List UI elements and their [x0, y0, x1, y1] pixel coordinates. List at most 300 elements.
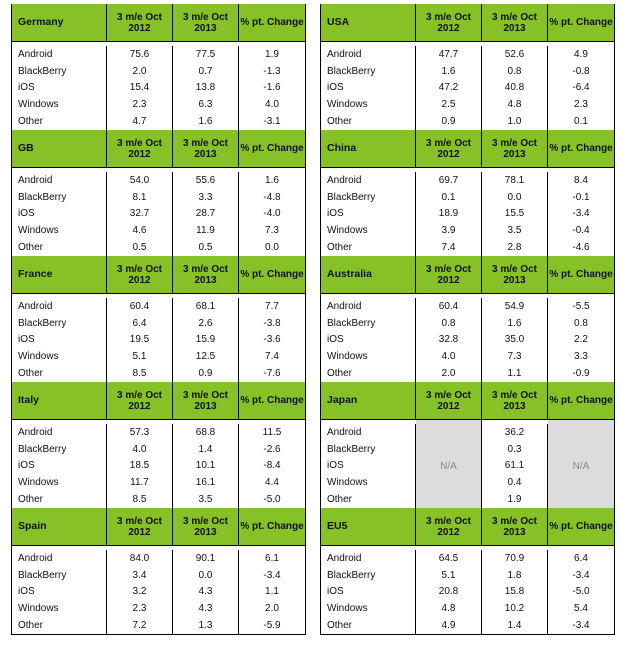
table-header — [321, 130, 614, 168]
value-2012-column — [107, 298, 173, 382]
market-table — [320, 256, 615, 382]
table-header — [321, 4, 614, 42]
value-2012: 8.5 — [132, 494, 147, 506]
value-change: -5.5 — [572, 300, 590, 312]
row-labels — [321, 46, 416, 130]
value-2013: 1.3 — [198, 620, 213, 632]
row-label: Android — [18, 552, 53, 564]
table-body — [12, 420, 305, 508]
col-header-change: % pt. Change — [240, 17, 304, 28]
row-label: iOS — [18, 82, 35, 94]
market-table — [11, 256, 306, 382]
value-2013: 4.8 — [507, 99, 522, 111]
row-label: iOS — [327, 334, 344, 346]
value-2013: 90.1 — [195, 552, 216, 564]
value-change-column — [548, 298, 614, 382]
value-2013: 0.8 — [507, 65, 522, 77]
value-2012: 3.2 — [132, 586, 147, 598]
col-header-change: % pt. Change — [240, 143, 304, 154]
value-change: -0.4 — [572, 225, 590, 237]
value-2013: 15.9 — [195, 334, 216, 346]
value-2013: 1.6 — [507, 317, 522, 329]
value-2013: 35.0 — [504, 334, 525, 346]
col-header-2012: 3 m/e Oct 2012 — [107, 382, 173, 419]
value-2012: 75.6 — [129, 48, 150, 60]
row-label: Windows — [18, 225, 59, 237]
value-2013: 52.6 — [504, 48, 525, 60]
market-table — [11, 382, 306, 508]
value-change: 1.9 — [265, 48, 279, 60]
value-change: 8.4 — [574, 174, 588, 186]
value-change: -2.6 — [263, 443, 281, 455]
table-header — [12, 382, 305, 420]
table-body — [321, 168, 614, 256]
row-label: Other — [18, 494, 44, 506]
row-labels — [12, 550, 107, 634]
value-2012: 4.6 — [132, 225, 147, 237]
table-body — [321, 546, 614, 634]
table-body — [12, 546, 305, 634]
value-change: 4.4 — [265, 477, 279, 489]
row-label: Android — [18, 174, 53, 186]
value-2012: 15.4 — [129, 82, 150, 94]
value-2012: 47.7 — [438, 48, 459, 60]
value-2013: 11.9 — [196, 225, 215, 237]
value-2012: 3.4 — [132, 569, 147, 581]
value-2013: 10.1 — [195, 460, 216, 472]
value-change: 7.7 — [265, 300, 279, 312]
value-2012: 60.4 — [438, 300, 459, 312]
value-2012-column — [416, 298, 482, 382]
value-2013: 3.3 — [198, 191, 213, 203]
value-2012: 0.5 — [132, 242, 147, 254]
row-labels — [321, 172, 416, 256]
value-2012: 11.7 — [130, 477, 149, 489]
value-2013: 16.1 — [195, 477, 216, 489]
value-2013-column — [173, 550, 239, 634]
na-label: N/A — [440, 460, 457, 472]
value-2013: 55.6 — [195, 174, 216, 186]
col-header-2013: 3 m/e Oct 2013 — [482, 256, 548, 293]
market-name: USA — [321, 4, 416, 41]
row-label: Other — [327, 242, 353, 254]
row-labels — [12, 172, 107, 256]
row-label: BlackBerry — [18, 443, 67, 455]
value-2013: 1.0 — [507, 116, 522, 128]
row-label: Windows — [18, 99, 59, 111]
row-label: Android — [327, 174, 362, 186]
value-change: 0.1 — [574, 116, 588, 128]
value-change: 4.0 — [265, 99, 279, 111]
value-change: 2.2 — [574, 334, 588, 346]
value-2012-column — [107, 172, 173, 256]
value-2013: 0.4 — [507, 477, 522, 489]
row-label: BlackBerry — [18, 569, 67, 581]
col-header-2013: 3 m/e Oct 2013 — [482, 382, 548, 419]
row-label: Windows — [18, 351, 59, 363]
value-2013: 0.0 — [507, 191, 522, 203]
table-header — [321, 382, 614, 420]
row-label: Android — [18, 48, 53, 60]
value-2012: 7.2 — [132, 620, 147, 632]
row-labels — [321, 424, 416, 508]
row-label: Android — [18, 426, 53, 438]
value-change: -8.4 — [263, 460, 281, 472]
col-header-2013: 3 m/e Oct 2013 — [173, 382, 239, 419]
value-2012: 7.4 — [441, 242, 456, 254]
value-2012: 5.1 — [441, 569, 456, 581]
market-table — [11, 4, 306, 130]
value-2012: 2.5 — [441, 99, 456, 111]
value-change: -0.8 — [572, 65, 590, 77]
market-name: Germany — [12, 4, 107, 41]
value-change: 6.1 — [265, 552, 279, 564]
col-header-2013: 3 m/e Oct 2013 — [173, 508, 239, 545]
value-2013: 1.4 — [507, 620, 522, 632]
value-2013: 7.3 — [507, 351, 522, 363]
value-2012-column — [416, 550, 482, 634]
value-2012: 69.7 — [438, 174, 459, 186]
value-2013: 6.3 — [198, 99, 213, 111]
value-2012-column — [416, 172, 482, 256]
value-change: 5.4 — [574, 603, 588, 615]
value-2012-column — [416, 46, 482, 130]
value-2013: 2.8 — [507, 242, 522, 254]
col-header-2013: 3 m/e Oct 2013 — [482, 508, 548, 545]
value-2013: 61.1 — [504, 460, 525, 472]
row-label: BlackBerry — [327, 317, 376, 329]
value-change: -3.4 — [572, 569, 590, 581]
row-label: BlackBerry — [327, 65, 376, 77]
col-header-2012: 3 m/e Oct 2012 — [416, 130, 482, 167]
row-labels — [12, 46, 107, 130]
value-2013: 1.9 — [507, 494, 522, 506]
value-2012: 4.0 — [441, 351, 456, 363]
value-2013: 2.6 — [198, 317, 213, 329]
table-header — [321, 256, 614, 294]
value-change: -4.0 — [263, 208, 281, 220]
market-name: Italy — [12, 382, 107, 419]
value-change: -3.4 — [572, 620, 590, 632]
value-2013-column — [173, 172, 239, 256]
value-2013-column — [482, 298, 548, 382]
market-name: Japan — [321, 382, 416, 419]
table-header — [12, 130, 305, 168]
col-header-2013: 3 m/e Oct 2013 — [482, 4, 548, 41]
value-2013-column — [173, 424, 239, 508]
row-labels — [321, 550, 416, 634]
row-label: Other — [327, 620, 353, 632]
row-label: iOS — [327, 82, 344, 94]
value-change: -4.6 — [572, 242, 590, 254]
table-header — [12, 508, 305, 546]
col-header-2013: 3 m/e Oct 2013 — [173, 4, 239, 41]
value-2012: 1.6 — [441, 65, 456, 77]
table-header — [12, 256, 305, 294]
row-label: Android — [327, 48, 362, 60]
value-2012: 2.3 — [132, 99, 147, 111]
row-label: iOS — [327, 460, 344, 472]
value-change: 3.3 — [574, 351, 588, 363]
value-2013: 28.7 — [195, 208, 216, 220]
market-table — [320, 508, 615, 635]
value-change-column — [548, 172, 614, 256]
table-body — [12, 294, 305, 382]
row-label: Windows — [18, 603, 59, 615]
value-change: 0.0 — [265, 242, 279, 254]
value-change-column — [548, 550, 614, 634]
col-header-2012: 3 m/e Oct 2012 — [107, 4, 173, 41]
market-name: China — [321, 130, 416, 167]
col-header-2012: 3 m/e Oct 2012 — [416, 4, 482, 41]
value-2013: 54.9 — [504, 300, 525, 312]
col-header-change: % pt. Change — [240, 521, 304, 532]
value-2013-column — [482, 424, 548, 508]
value-2012: 2.0 — [132, 65, 147, 77]
value-2012: 64.5 — [438, 552, 459, 564]
value-2013: 0.5 — [198, 242, 213, 254]
value-change: 6.4 — [574, 552, 588, 564]
row-label: BlackBerry — [18, 65, 67, 77]
value-change: -6.4 — [572, 82, 590, 94]
value-2013: 1.4 — [198, 443, 213, 455]
value-2013-column — [173, 46, 239, 130]
market-table — [320, 130, 615, 256]
value-2013: 3.5 — [198, 494, 213, 506]
col-header-2012: 3 m/e Oct 2012 — [416, 508, 482, 545]
col-header-2012: 3 m/e Oct 2012 — [416, 382, 482, 419]
value-2012: 18.9 — [438, 208, 459, 220]
row-label: iOS — [327, 586, 344, 598]
col-header-change: % pt. Change — [549, 17, 613, 28]
market-name: Australia — [321, 256, 416, 293]
row-label: BlackBerry — [18, 317, 67, 329]
value-change: 0.8 — [574, 317, 588, 329]
row-labels — [321, 298, 416, 382]
value-change: -5.0 — [263, 494, 281, 506]
row-label: Other — [18, 620, 44, 632]
col-header-2013: 3 m/e Oct 2013 — [173, 130, 239, 167]
market-name: EU5 — [321, 508, 416, 545]
value-2013: 0.9 — [198, 368, 213, 380]
row-label: Other — [18, 116, 44, 128]
value-2012: 54.0 — [129, 174, 150, 186]
left-column — [11, 4, 306, 635]
value-change-column — [239, 550, 305, 634]
col-header-change: % pt. Change — [549, 269, 613, 280]
value-2012-column — [107, 46, 173, 130]
row-label: Windows — [327, 225, 368, 237]
row-label: Other — [18, 368, 44, 380]
value-2012: 47.2 — [438, 82, 459, 94]
value-2012: 4.9 — [441, 620, 456, 632]
value-change: 7.4 — [265, 351, 279, 363]
value-2012: 84.0 — [129, 552, 150, 564]
row-label: BlackBerry — [327, 443, 376, 455]
market-table — [11, 508, 306, 635]
value-2013: 12.5 — [195, 351, 216, 363]
value-2012-column — [107, 424, 173, 508]
value-2012: 0.1 — [441, 191, 456, 203]
value-2012: 20.8 — [438, 586, 459, 598]
table-body — [12, 168, 305, 256]
value-change: -4.8 — [263, 191, 281, 203]
row-label: iOS — [18, 208, 35, 220]
value-2013: 1.6 — [198, 116, 213, 128]
market-table — [320, 4, 615, 130]
col-header-2013: 3 m/e Oct 2013 — [173, 256, 239, 293]
row-label: iOS — [18, 334, 35, 346]
value-change: 7.3 — [265, 225, 279, 237]
value-2013: 0.0 — [198, 569, 213, 581]
value-2013: 68.1 — [195, 300, 216, 312]
value-2013: 0.3 — [507, 443, 522, 455]
row-labels — [12, 298, 107, 382]
col-header-2012: 3 m/e Oct 2012 — [107, 130, 173, 167]
value-change: -3.4 — [263, 569, 281, 581]
row-label: Android — [327, 426, 362, 438]
col-header-change: % pt. Change — [549, 143, 613, 154]
col-header-2012: 3 m/e Oct 2012 — [416, 256, 482, 293]
value-2012: 57.3 — [129, 426, 150, 438]
value-change: 4.9 — [574, 48, 588, 60]
value-2012: 6.4 — [132, 317, 147, 329]
value-2013: 68.8 — [195, 426, 216, 438]
value-change-column — [548, 46, 614, 130]
col-header-change: % pt. Change — [549, 395, 613, 406]
value-2013: 70.9 — [504, 552, 525, 564]
col-header-change: % pt. Change — [240, 395, 304, 406]
value-2012: 8.5 — [132, 368, 147, 380]
value-change: -0.9 — [572, 368, 590, 380]
row-label: Windows — [327, 99, 368, 111]
value-change: -1.6 — [263, 82, 281, 94]
value-2013: 15.5 — [504, 208, 525, 220]
row-label: iOS — [18, 460, 35, 472]
value-2013-column — [482, 46, 548, 130]
value-2012: 18.5 — [129, 460, 150, 472]
value-2013: 15.8 — [504, 586, 525, 598]
value-2012: 60.4 — [129, 300, 150, 312]
value-2012: 2.0 — [441, 368, 456, 380]
value-2013: 1.8 — [507, 569, 522, 581]
value-2012: 32.8 — [438, 334, 459, 346]
row-labels — [12, 424, 107, 508]
value-2012: 0.8 — [441, 317, 456, 329]
value-change: -3.8 — [263, 317, 281, 329]
row-label: BlackBerry — [327, 569, 376, 581]
market-table — [320, 382, 615, 508]
value-2012-na — [416, 420, 482, 508]
value-change: 1.1 — [265, 586, 279, 598]
value-change: -7.6 — [263, 368, 281, 380]
value-2013: 0.7 — [198, 65, 213, 77]
row-label: Windows — [18, 477, 59, 489]
table-header — [321, 508, 614, 546]
value-2012: 32.7 — [129, 208, 150, 220]
value-2013-column — [482, 172, 548, 256]
value-change-column — [239, 298, 305, 382]
value-2012: 2.3 — [132, 603, 147, 615]
value-2012: 0.9 — [441, 116, 456, 128]
value-2013: 77.5 — [195, 48, 216, 60]
value-2013: 4.3 — [198, 586, 213, 598]
value-2012: 8.1 — [132, 191, 147, 203]
value-change: -1.3 — [263, 65, 281, 77]
value-change: -5.9 — [263, 620, 281, 632]
table-header — [12, 4, 305, 42]
col-header-2012: 3 m/e Oct 2012 — [107, 508, 173, 545]
row-label: Windows — [327, 351, 368, 363]
market-table — [11, 130, 306, 256]
value-change-column — [239, 172, 305, 256]
value-2013: 36.2 — [504, 426, 525, 438]
row-label: Other — [18, 242, 44, 254]
value-2013: 3.5 — [507, 225, 522, 237]
table-body — [12, 42, 305, 130]
value-change: 2.3 — [574, 99, 588, 111]
col-header-change: % pt. Change — [240, 269, 304, 280]
market-name: GB — [12, 130, 107, 167]
value-2012: 4.8 — [441, 603, 456, 615]
value-change: -3.6 — [263, 334, 281, 346]
row-label: Other — [327, 494, 353, 506]
value-2013: 10.2 — [504, 603, 525, 615]
value-2012: 5.1 — [132, 351, 147, 363]
col-header-change: % pt. Change — [549, 521, 613, 532]
market-name: France — [12, 256, 107, 293]
right-column — [320, 4, 615, 635]
na-label: N/A — [572, 460, 590, 472]
table-body — [321, 294, 614, 382]
value-2013-column — [173, 298, 239, 382]
row-label: Other — [327, 116, 353, 128]
value-2012: 4.7 — [132, 116, 147, 128]
col-header-2012: 3 m/e Oct 2012 — [107, 256, 173, 293]
value-2013-column — [482, 550, 548, 634]
value-2013: 13.8 — [195, 82, 216, 94]
value-change: -5.0 — [572, 586, 590, 598]
row-label: BlackBerry — [18, 191, 67, 203]
value-change: 2.0 — [265, 603, 279, 615]
row-label: Android — [327, 300, 362, 312]
row-label: Android — [327, 552, 362, 564]
value-change-column — [239, 46, 305, 130]
value-2012: 3.9 — [441, 225, 456, 237]
value-2012: 4.0 — [132, 443, 147, 455]
value-change-na — [548, 420, 614, 508]
row-label: Other — [327, 368, 353, 380]
market-name: Spain — [12, 508, 107, 545]
value-2012: 19.5 — [129, 334, 150, 346]
col-header-2013: 3 m/e Oct 2013 — [482, 130, 548, 167]
value-change: -3.1 — [263, 116, 281, 128]
row-label: Windows — [327, 603, 368, 615]
value-change: -0.1 — [572, 191, 590, 203]
value-2013: 1.1 — [507, 368, 522, 380]
row-label: iOS — [327, 208, 344, 220]
value-change: 1.6 — [265, 174, 279, 186]
table-body — [321, 420, 614, 508]
value-change: -3.4 — [572, 208, 590, 220]
table-body — [321, 42, 614, 130]
row-label: Windows — [327, 477, 368, 489]
value-2012-column — [107, 550, 173, 634]
value-2013: 40.8 — [504, 82, 525, 94]
value-2013: 4.3 — [198, 603, 213, 615]
row-label: BlackBerry — [327, 191, 376, 203]
value-2013: 78.1 — [504, 174, 525, 186]
